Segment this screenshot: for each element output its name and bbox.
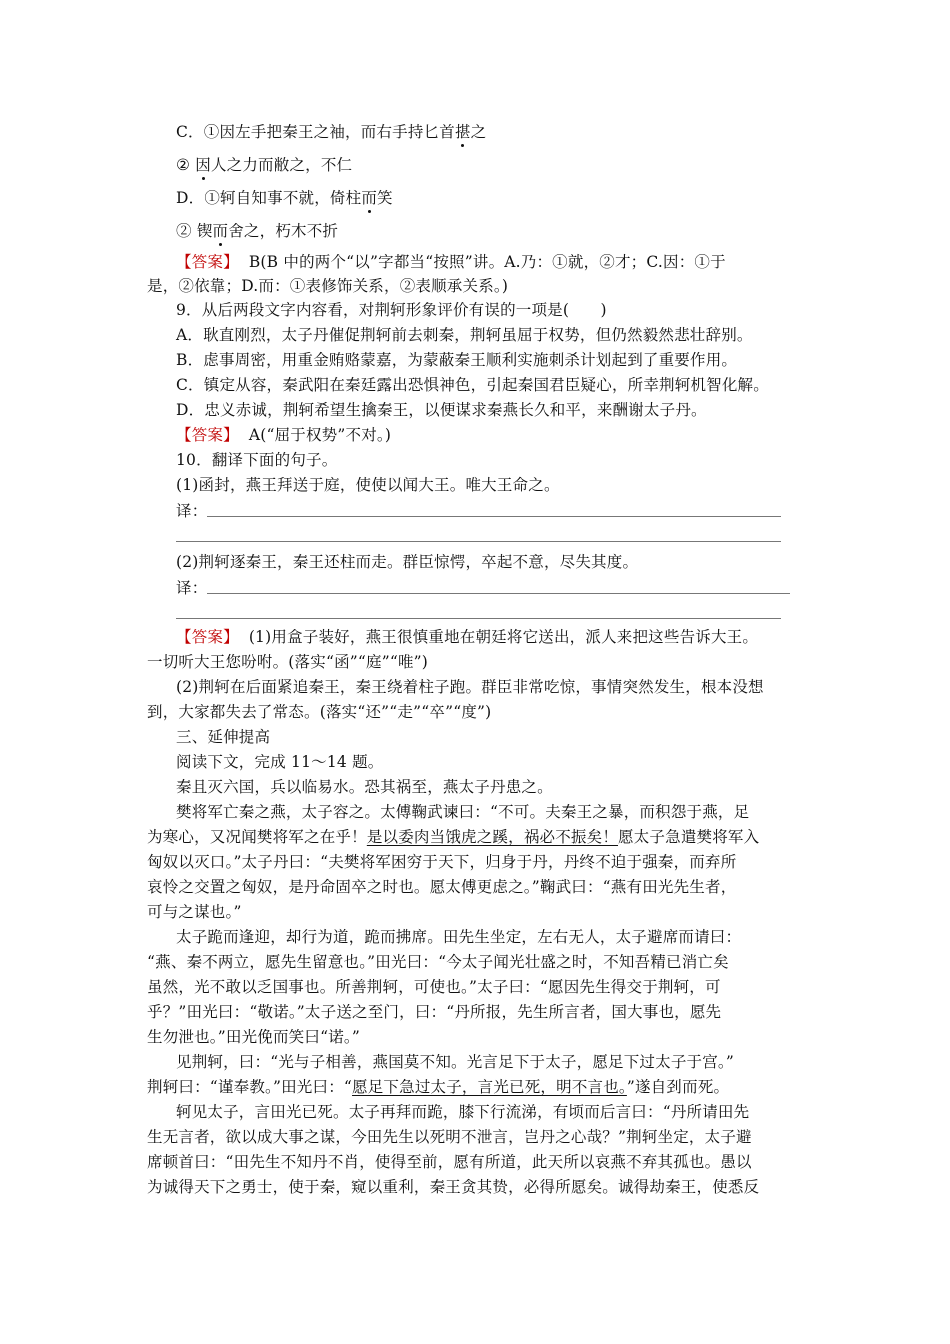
passage-p5-line-2: 生无言者，欲以成大事之谋，今田先生以死明不泄言，岂丹之心哉？”荆轲坐定，太子避 xyxy=(147,1128,752,1146)
passage-p5-line-1: 轲见太子，言田光已死。太子再拜而跪，膝下行流涕，有顷而后言曰：“丹所请田先 xyxy=(176,1103,750,1121)
reading-instruction: 阅读下文，完成 11～14 题。 xyxy=(176,753,384,771)
passage-p3-line-2: “燕、秦不两立，愿先生留意也。”田光曰：“今太子闻光壮盛之时，不知吾精已消亡矣 xyxy=(147,953,729,971)
q9-option-d: D．忠义赤诚，荆轲希望生擒秦王，以便谋求秦燕长久和平，来酬谢太子丹。 xyxy=(176,401,707,419)
answer-line[interactable] xyxy=(176,618,781,619)
q9-option-a: A．耿直刚烈，太子丹催促荆轲前去刺秦，荆轲虽屈于权势，但仍然毅然悲壮辞别。 xyxy=(176,326,753,344)
underlined-sentence: 愿足下急过太子，言光已死，明不言也。 xyxy=(352,1078,627,1096)
passage-p3-line-3: 虽然，光不敢以乏国事也。所善荆轲，可使也。”太子曰：“愿因先生得交于荆轲，可 xyxy=(147,978,721,996)
q10-answer-cont-2: (2)荆轲在后面紧追秦王，秦王绕着柱子跑。群臣非常吃惊，事情突然发生，根本没想 xyxy=(176,678,764,696)
translate-label-1: 译： xyxy=(176,502,208,520)
q8-answer: 【答案】 B(B 中的两个“以”字都当“按照”讲。A.乃：①就，②才；C.因：①于 xyxy=(176,253,726,271)
passage-p4-line-2: 荆轲曰：“谨奉教。”田光曰：“愿足下急过太子，言光已死，明不言也。”遂自刭而死。 xyxy=(147,1078,730,1096)
option-d-line-2: ② 锲而舍之，朽木不折 xyxy=(176,219,806,243)
q9-stem: 9．从后两段文字内容看，对荆轲形象评价有误的一项是( ) xyxy=(176,301,607,319)
passage-p3-line-4: 乎？”田光曰：“敬诺。”太子送之至门，曰：“丹所报，先生所言者，国大事也，愿先 xyxy=(147,1003,722,1021)
q10-stem: 10．翻译下面的句子。 xyxy=(176,451,338,469)
answer-tag: 【答案】 xyxy=(176,253,239,271)
q8-answer-cont: 是，②依靠；D.而：①表修饰关系，②表顺承关系。) xyxy=(147,277,509,295)
passage-p3-line-5: 生勿泄也。”田光俛而笑曰“诺。” xyxy=(147,1028,360,1046)
q10-answer-cont-1: 一切听大王您吩咐。(落实“函”“庭”“唯”) xyxy=(147,653,429,671)
section-heading: 三、延伸提高 xyxy=(176,728,271,746)
q10-answer-cont-3: 到，大家都失去了常态。(落实“还”“走”“卒”“度”) xyxy=(147,703,492,721)
passage-paragraph-1: 秦且灭六国，兵以临易水。恐其祸至，燕太子丹患之。 xyxy=(176,778,553,796)
passage-p3-line-1: 太子跪而逢迎，却行为道，跪而拂席。田先生坐定，左右无人，太子避席而请曰： xyxy=(176,928,742,946)
passage-p2-line-1: 樊将军亡秦之燕，太子容之。太傅鞠武谏曰：“不可。夫秦王之暴，而积怨于燕，足 xyxy=(176,803,750,821)
passage-p5-line-4: 为诚得天下之勇士，使于秦，窥以重利，秦王贪其贽，必得所愿矣。诚得劫秦王，使悉反 xyxy=(147,1178,760,1196)
q9-answer: 【答案】 A(“屈于权势”不对。) xyxy=(176,426,392,444)
answer-line[interactable] xyxy=(207,516,781,517)
option-c-line-1: C．①因左手把秦王之袖，而右手持匕首揕之 xyxy=(176,120,806,144)
answer-line[interactable] xyxy=(207,593,790,594)
answer-line[interactable] xyxy=(176,541,781,542)
translate-label-2: 译： xyxy=(176,579,208,597)
option-c-line-2: ② 因人之力而敝之，不仁 xyxy=(176,153,806,177)
q10-sentence-1: (1)函封，燕王拜送于庭，使使以闻大王。唯大王命之。 xyxy=(176,476,560,494)
q10-answer: 【答案】 (1)用盒子装好，燕王很慎重地在朝廷将它送出，派人来把这些告诉大王。 xyxy=(176,628,759,646)
passage-p5-line-3: 席顿首曰：“田先生不知丹不肖，使得至前，愿有所道，此天所以哀燕不弃其孤也。愚以 xyxy=(147,1153,752,1171)
q9-option-b: B．虑事周密，用重金贿赂蒙嘉，为蒙蔽秦王顺利实施刺杀计划起到了重要作用。 xyxy=(176,351,738,369)
passage-p4-line-1: 见荆轲，曰：“光与子相善，燕国莫不知。光言足下于太子，愿足下过太子于宫。” xyxy=(176,1053,735,1071)
passage-p2-line-3: 匈奴以灭口。”太子丹曰：“夫樊将军困穷于天下，归身于丹，丹终不迫于强秦，而弃所 xyxy=(147,853,737,871)
underlined-sentence: 是以委肉当饿虎之蹊，祸必不振矣！ xyxy=(366,828,619,846)
passage-p2-line-5: 可与之谋也。” xyxy=(147,903,242,921)
q9-option-c: C．镇定从容，秦武阳在秦廷露出恐惧神色，引起秦国君臣疑心，所幸荆轲机智化解。 xyxy=(176,376,769,394)
q10-sentence-2: (2)荆轲逐秦王，秦王还柱而走。群臣惊愕，卒起不意，尽失其度。 xyxy=(176,553,639,571)
passage-p2-line-4: 哀怜之交置之匈奴，是丹命固卒之时也。愿太傅更虑之。”鞠武曰：“燕有田光先生者， xyxy=(147,878,737,896)
option-d-line-1: D．①轲自知事不就，倚柱而笑 xyxy=(176,186,806,210)
passage-p2-line-2: 为寒心，又况闻樊将军之在乎！是以委肉当饿虎之蹊，祸必不振矣！愿太子急遣樊将军入 xyxy=(147,828,760,846)
